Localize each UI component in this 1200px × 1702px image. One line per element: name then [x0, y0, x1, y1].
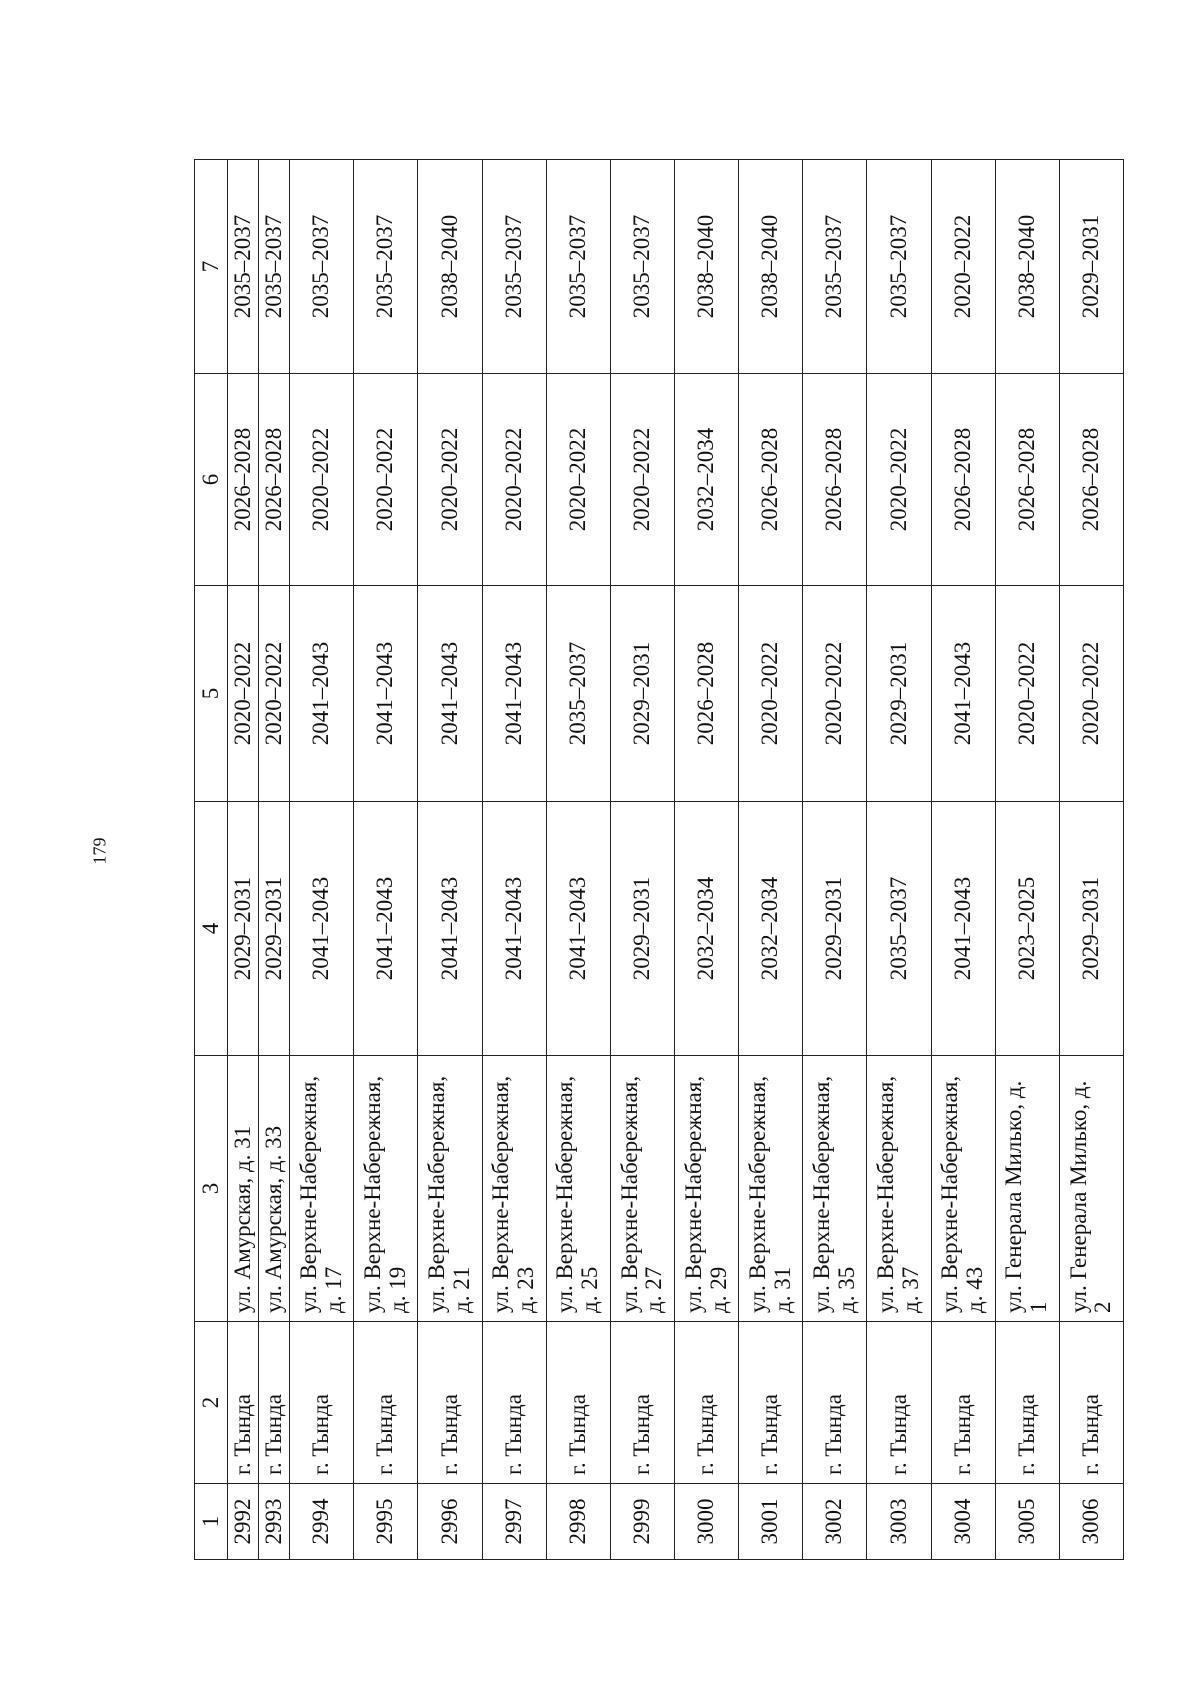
column-header: 5	[195, 586, 228, 802]
period-cell-col6: 2026–2028	[931, 374, 995, 586]
row-number: 2996	[418, 1484, 482, 1560]
period-cell-col4: 2041–2043	[354, 802, 418, 1056]
period-cell-col6: 2026–2028	[1059, 374, 1123, 586]
period-cell-col4: 2041–2043	[546, 802, 610, 1056]
period-cell-col7: 2035–2037	[803, 160, 867, 374]
address-cell: ул. Верхне-Набережная, д. 23	[482, 1056, 546, 1322]
period-cell-col6: 2020–2022	[546, 374, 610, 586]
period-cell-col4: 2029–2031	[610, 802, 674, 1056]
header-row	[195, 160, 228, 1560]
city-cell: г. Тында	[228, 1322, 259, 1484]
city-cell: г. Тында	[867, 1322, 931, 1484]
row-number: 3004	[931, 1484, 995, 1560]
city-cell: г. Тында	[1059, 1322, 1123, 1484]
table-row	[482, 160, 546, 1560]
period-cell-col4: 2023–2025	[995, 802, 1059, 1056]
page-number: 179	[89, 837, 110, 865]
period-cell-col7: 2038–2040	[674, 160, 738, 374]
period-cell-col5: 2020–2022	[739, 586, 803, 802]
period-cell-col6: 2020–2022	[482, 374, 546, 586]
period-cell-col6: 2026–2028	[739, 374, 803, 586]
table-wrapper	[194, 160, 1124, 1560]
address-cell: ул. Амурская, д. 31	[228, 1056, 259, 1322]
table-row	[1059, 160, 1123, 1560]
period-cell-col6: 2020–2022	[418, 374, 482, 586]
row-number: 2999	[610, 1484, 674, 1560]
row-number: 3001	[739, 1484, 803, 1560]
city-cell: г. Тында	[259, 1322, 290, 1484]
period-cell-col4: 2041–2043	[931, 802, 995, 1056]
city-cell: г. Тында	[354, 1322, 418, 1484]
city-cell: г. Тында	[995, 1322, 1059, 1484]
period-cell-col4: 2029–2031	[803, 802, 867, 1056]
period-cell-col5: 2035–2037	[546, 586, 610, 802]
city-cell: г. Тында	[803, 1322, 867, 1484]
table-row	[674, 160, 738, 1560]
row-number: 2998	[546, 1484, 610, 1560]
period-cell-col7: 2035–2037	[610, 160, 674, 374]
row-number: 3002	[803, 1484, 867, 1560]
table-row	[546, 160, 610, 1560]
address-cell: ул. Верхне-Набережная, д. 17	[290, 1056, 354, 1322]
address-cell: ул. Верхне-Набережная, д. 29	[674, 1056, 738, 1322]
table-row	[418, 160, 482, 1560]
city-cell: г. Тында	[739, 1322, 803, 1484]
period-cell-col6: 2020–2022	[610, 374, 674, 586]
housing-schedule-table	[194, 159, 1124, 1560]
period-cell-col5: 2020–2022	[995, 586, 1059, 802]
table-row	[739, 160, 803, 1560]
row-number: 3005	[995, 1484, 1059, 1560]
table-row	[803, 160, 867, 1560]
column-header: 3	[195, 1056, 228, 1322]
row-number: 2995	[354, 1484, 418, 1560]
table-row	[610, 160, 674, 1560]
period-cell-col5: 2020–2022	[228, 586, 259, 802]
table-body	[228, 160, 1124, 1560]
period-cell-col7: 2035–2037	[546, 160, 610, 374]
row-number: 2997	[482, 1484, 546, 1560]
column-header: 7	[195, 160, 228, 374]
period-cell-col4: 2032–2034	[739, 802, 803, 1056]
column-header: 1	[195, 1484, 228, 1560]
city-cell: г. Тында	[290, 1322, 354, 1484]
period-cell-col6: 2026–2028	[259, 374, 290, 586]
period-cell-col6: 2032–2034	[674, 374, 738, 586]
column-header: 4	[195, 802, 228, 1056]
city-cell: г. Тында	[610, 1322, 674, 1484]
period-cell-col6: 2026–2028	[803, 374, 867, 586]
address-cell: ул. Генерала Милько, д. 2	[1059, 1056, 1123, 1322]
city-cell: г. Тында	[482, 1322, 546, 1484]
row-number: 2992	[228, 1484, 259, 1560]
period-cell-col6: 2020–2022	[354, 374, 418, 586]
address-cell: ул. Верхне-Набережная, д. 35	[803, 1056, 867, 1322]
city-cell: г. Тында	[418, 1322, 482, 1484]
address-cell: ул. Верхне-Набережная, д. 19	[354, 1056, 418, 1322]
address-cell: ул. Генерала Милько, д. 1	[995, 1056, 1059, 1322]
period-cell-col4: 2029–2031	[259, 802, 290, 1056]
table-row	[259, 160, 290, 1560]
period-cell-col7: 2035–2037	[290, 160, 354, 374]
address-cell: ул. Верхне-Набережная, д. 21	[418, 1056, 482, 1322]
period-cell-col7: 2035–2037	[228, 160, 259, 374]
period-cell-col7: 2038–2040	[418, 160, 482, 374]
table-row	[995, 160, 1059, 1560]
period-cell-col5: 2020–2022	[803, 586, 867, 802]
period-cell-col5: 2041–2043	[290, 586, 354, 802]
table-row	[867, 160, 931, 1560]
period-cell-col5: 2041–2043	[482, 586, 546, 802]
period-cell-col6: 2020–2022	[867, 374, 931, 586]
period-cell-col7: 2035–2037	[482, 160, 546, 374]
period-cell-col7: 2035–2037	[259, 160, 290, 374]
period-cell-col5: 2020–2022	[1059, 586, 1123, 802]
table-row	[931, 160, 995, 1560]
address-cell: ул. Верхне-Набережная, д. 27	[610, 1056, 674, 1322]
period-cell-col6: 2020–2022	[290, 374, 354, 586]
period-cell-col5: 2020–2022	[259, 586, 290, 802]
row-number: 2994	[290, 1484, 354, 1560]
city-cell: г. Тында	[546, 1322, 610, 1484]
period-cell-col5: 2029–2031	[610, 586, 674, 802]
period-cell-col4: 2041–2043	[482, 802, 546, 1056]
period-cell-col4: 2029–2031	[228, 802, 259, 1056]
period-cell-col7: 2020–2022	[931, 160, 995, 374]
column-header: 2	[195, 1322, 228, 1484]
address-cell: ул. Верхне-Набережная, д. 31	[739, 1056, 803, 1322]
period-cell-col5: 2041–2043	[418, 586, 482, 802]
row-number: 2993	[259, 1484, 290, 1560]
period-cell-col6: 2026–2028	[995, 374, 1059, 586]
period-cell-col7: 2035–2037	[354, 160, 418, 374]
period-cell-col6: 2026–2028	[228, 374, 259, 586]
table-row	[354, 160, 418, 1560]
period-cell-col5: 2041–2043	[931, 586, 995, 802]
period-cell-col7: 2035–2037	[867, 160, 931, 374]
row-number: 3003	[867, 1484, 931, 1560]
row-number: 3000	[674, 1484, 738, 1560]
period-cell-col5: 2026–2028	[674, 586, 738, 802]
row-number: 3006	[1059, 1484, 1123, 1560]
period-cell-col7: 2038–2040	[995, 160, 1059, 374]
period-cell-col4: 2041–2043	[418, 802, 482, 1056]
period-cell-col4: 2041–2043	[290, 802, 354, 1056]
city-cell: г. Тында	[931, 1322, 995, 1484]
address-cell: ул. Верхне-Набережная, д. 43	[931, 1056, 995, 1322]
address-cell: ул. Амурская, д. 33	[259, 1056, 290, 1322]
period-cell-col4: 2032–2034	[674, 802, 738, 1056]
period-cell-col5: 2029–2031	[867, 586, 931, 802]
period-cell-col7: 2038–2040	[739, 160, 803, 374]
city-cell: г. Тында	[674, 1322, 738, 1484]
address-cell: ул. Верхне-Набережная, д. 37	[867, 1056, 931, 1322]
period-cell-col7: 2029–2031	[1059, 160, 1123, 374]
period-cell-col4: 2029–2031	[1059, 802, 1123, 1056]
table-row	[290, 160, 354, 1560]
period-cell-col5: 2041–2043	[354, 586, 418, 802]
address-cell: ул. Верхне-Набережная, д. 25	[546, 1056, 610, 1322]
column-header: 6	[195, 374, 228, 586]
period-cell-col4: 2035–2037	[867, 802, 931, 1056]
table-row	[228, 160, 259, 1560]
